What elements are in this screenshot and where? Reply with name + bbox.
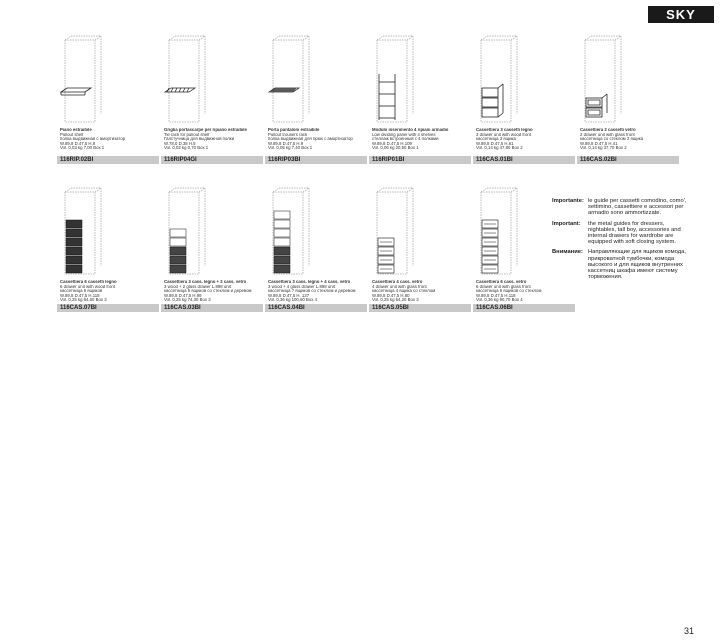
desc-line: Cassettiera 4 cass. vetro bbox=[372, 280, 423, 284]
desc-line: 3 wood + 4 glass drawer L.898 unit bbox=[268, 284, 335, 289]
product-code: 116CAS.07BI bbox=[57, 304, 159, 312]
desc-line: кассетница 6 ящиков bbox=[60, 289, 103, 294]
desc-line: Vol. 0,14 kg 47,80 Box 2 bbox=[476, 146, 523, 151]
note-label: Внимание: bbox=[552, 249, 583, 256]
product-code: 116RIP03BI bbox=[265, 156, 367, 164]
product-description bbox=[60, 280, 160, 303]
desc-line: 3 drawer unit with wood front bbox=[476, 132, 531, 137]
note-label: Importante: bbox=[552, 198, 584, 204]
product-description bbox=[60, 128, 160, 151]
desc-line: кассетница 3 ящика bbox=[476, 137, 516, 142]
desc-line: Vol. 0,06 kg 20,50 Box 1 bbox=[372, 146, 419, 151]
desc-line: полка выдвижная для брюк с амортизатор bbox=[268, 137, 353, 142]
desc-line: 4 drawer unit with glass front bbox=[372, 284, 427, 289]
desc-line: W.89,8 D.47,5 H.41 bbox=[580, 141, 618, 146]
note-item bbox=[552, 249, 692, 280]
note-label: Important: bbox=[552, 220, 581, 227]
product-code: 116CAS.04BI bbox=[265, 304, 367, 312]
desc-line: кассетница 4 ящика со стеклом bbox=[372, 289, 436, 294]
desc-line: W.89,8 D.47,5 H.9 bbox=[268, 141, 304, 146]
product-description bbox=[476, 128, 576, 151]
desc-line: 2 drawer unit with glass front bbox=[580, 132, 635, 137]
product-drawing bbox=[369, 34, 471, 126]
product-code: 116CAS.05BI bbox=[369, 304, 471, 312]
desc-line: кассетница 5 ящиков со стеклом и деревом bbox=[164, 289, 252, 294]
desc-line: Vol. 0,36 kg 90,70 Box 4 bbox=[476, 298, 523, 303]
desc-line: Cassettiera 6 cass. vetro bbox=[476, 280, 527, 284]
product-description bbox=[372, 280, 472, 303]
product-code: 116RIP01BI bbox=[369, 156, 471, 164]
desc-line: полка выдвижная с амортизатор bbox=[60, 137, 126, 142]
note-text: the metal guides for dressers, nightables, tall boy, accessories and internal drawers for wardrobe are equipped with soft closing system. bbox=[588, 220, 681, 246]
product-drawing bbox=[161, 186, 263, 278]
product-drawing bbox=[473, 34, 575, 126]
desc-line: W.78,0 D.38 H.5 bbox=[164, 141, 196, 146]
note-text: Направляющие для ящиков комода, прикроватной тумбочки, комода высокого и для ящиков внутренних кассетниц шкафа имеют систему торможения. bbox=[588, 249, 686, 281]
desc-line: стеллаж встроенный с 4 полками bbox=[372, 137, 439, 142]
product-code: 116RIP04GI bbox=[161, 156, 263, 164]
desc-line: Piano estraibile bbox=[60, 128, 92, 132]
desc-line: 6 drawer unit with wood front bbox=[60, 284, 115, 289]
desc-line: W.89,8 D.47,5 H.118 bbox=[476, 293, 516, 298]
page-number: 31 bbox=[684, 626, 695, 636]
desc-line: W.89,8 D.47,5 H.118 bbox=[60, 293, 100, 298]
note-item bbox=[552, 221, 692, 246]
desc-line: Vol. 0,25 kg 84,60 Box 3 bbox=[60, 298, 107, 303]
desc-line: Modulo inserimento 4 ripiani armadio bbox=[372, 128, 449, 132]
desc-line: кассетница 7 ящиков со стеклом и деревом bbox=[268, 289, 356, 294]
product-description bbox=[164, 280, 264, 303]
desc-line: кассетница 6 ящиков со стеклом bbox=[476, 289, 542, 294]
product-code: 116CAS.01BI bbox=[473, 156, 575, 164]
note-text: le guide per cassetti comodino, como', settimino, cassettiere e accessori per armadio sono ammortizzate. bbox=[588, 198, 687, 217]
desc-line: 6 drawer unit with glass front bbox=[476, 284, 531, 289]
product-description bbox=[580, 128, 680, 151]
desc-line: Cassettiera 2 cassetti vetro bbox=[580, 128, 636, 132]
note-item bbox=[552, 198, 692, 217]
desc-line: Cassettiera 3 cass. legno + 2 cass. vetro bbox=[164, 280, 247, 284]
product-description bbox=[372, 128, 472, 151]
desc-line: Vol. 0,25 kg 64,20 Box 3 bbox=[372, 298, 419, 303]
desc-line: 3 wood + 2 glass drawer L.898 unit bbox=[164, 284, 231, 289]
product-drawing bbox=[265, 34, 367, 126]
brand-tab: SKY bbox=[648, 6, 714, 23]
desc-line: Low dividing panel with 4 shelves bbox=[372, 132, 436, 137]
product-drawing bbox=[369, 186, 471, 278]
desc-line: W.89,8 D.47,5 H.80 bbox=[372, 293, 410, 298]
product-code: 116RIP.02BI bbox=[57, 156, 159, 164]
desc-line: кассетница со стеклом 2 ящика bbox=[580, 137, 644, 142]
desc-line: Pullout shelf bbox=[60, 132, 84, 137]
desc-line: Cassettiera 6 cassetti legno bbox=[60, 280, 117, 284]
product-code: 116CAS.03BI bbox=[161, 304, 263, 312]
desc-line: Griglia portascarpe per ripiano estraibile bbox=[164, 128, 247, 132]
desc-line: W.89,8 D.47,5 H.61 bbox=[476, 141, 514, 146]
product-code: 116CAS.06BI bbox=[473, 304, 575, 312]
product-drawing bbox=[57, 34, 159, 126]
desc-line: W.89,8 D.47,5 H.99 bbox=[164, 293, 202, 298]
desc-line: W.89,8 D.47,5 H.109 bbox=[372, 141, 412, 146]
desc-line: Cassettiera 3 cass. legno + 4 cass. vetro bbox=[268, 280, 351, 284]
desc-line: Vol. 0,05 kg 7,40 Box 1 bbox=[268, 146, 313, 151]
product-drawing bbox=[57, 186, 159, 278]
product-drawing bbox=[161, 34, 263, 126]
desc-line: W.89,8 D.47,5 H. 137 bbox=[268, 293, 310, 298]
desc-line: Vol. 0,25 kg 74,30 Box 3 bbox=[164, 298, 211, 303]
product-code: 116CAS.02BI bbox=[577, 156, 679, 164]
product-description bbox=[268, 128, 368, 151]
desc-line: Tie rack for pullout shelf bbox=[164, 132, 210, 137]
desc-line: Vol. 0,03 kg 7,00 Box 1 bbox=[60, 146, 105, 151]
desc-line: Vol. 0,02 kg 0,70 Box 1 bbox=[164, 146, 209, 151]
product-drawing bbox=[265, 186, 367, 278]
product-description bbox=[164, 128, 264, 151]
desc-line: Vol. 0,14 kg 37,70 Box 2 bbox=[580, 146, 627, 151]
desc-line: Pullout trousers rack bbox=[268, 132, 308, 137]
desc-line: Vol. 0,36 kg 100,60 Box 4 bbox=[268, 298, 317, 303]
desc-line: Cassettiera 3 cassetti legno bbox=[476, 128, 533, 132]
soft-close-notes bbox=[552, 198, 692, 284]
desc-line: Галстучница для выдвижной полки bbox=[164, 137, 235, 142]
product-description bbox=[268, 280, 368, 303]
product-drawing bbox=[577, 34, 679, 126]
desc-line: Porta pantaloni estraibile bbox=[268, 128, 320, 132]
desc-line: W.89,8 D.47,5 H.8 bbox=[60, 141, 96, 146]
